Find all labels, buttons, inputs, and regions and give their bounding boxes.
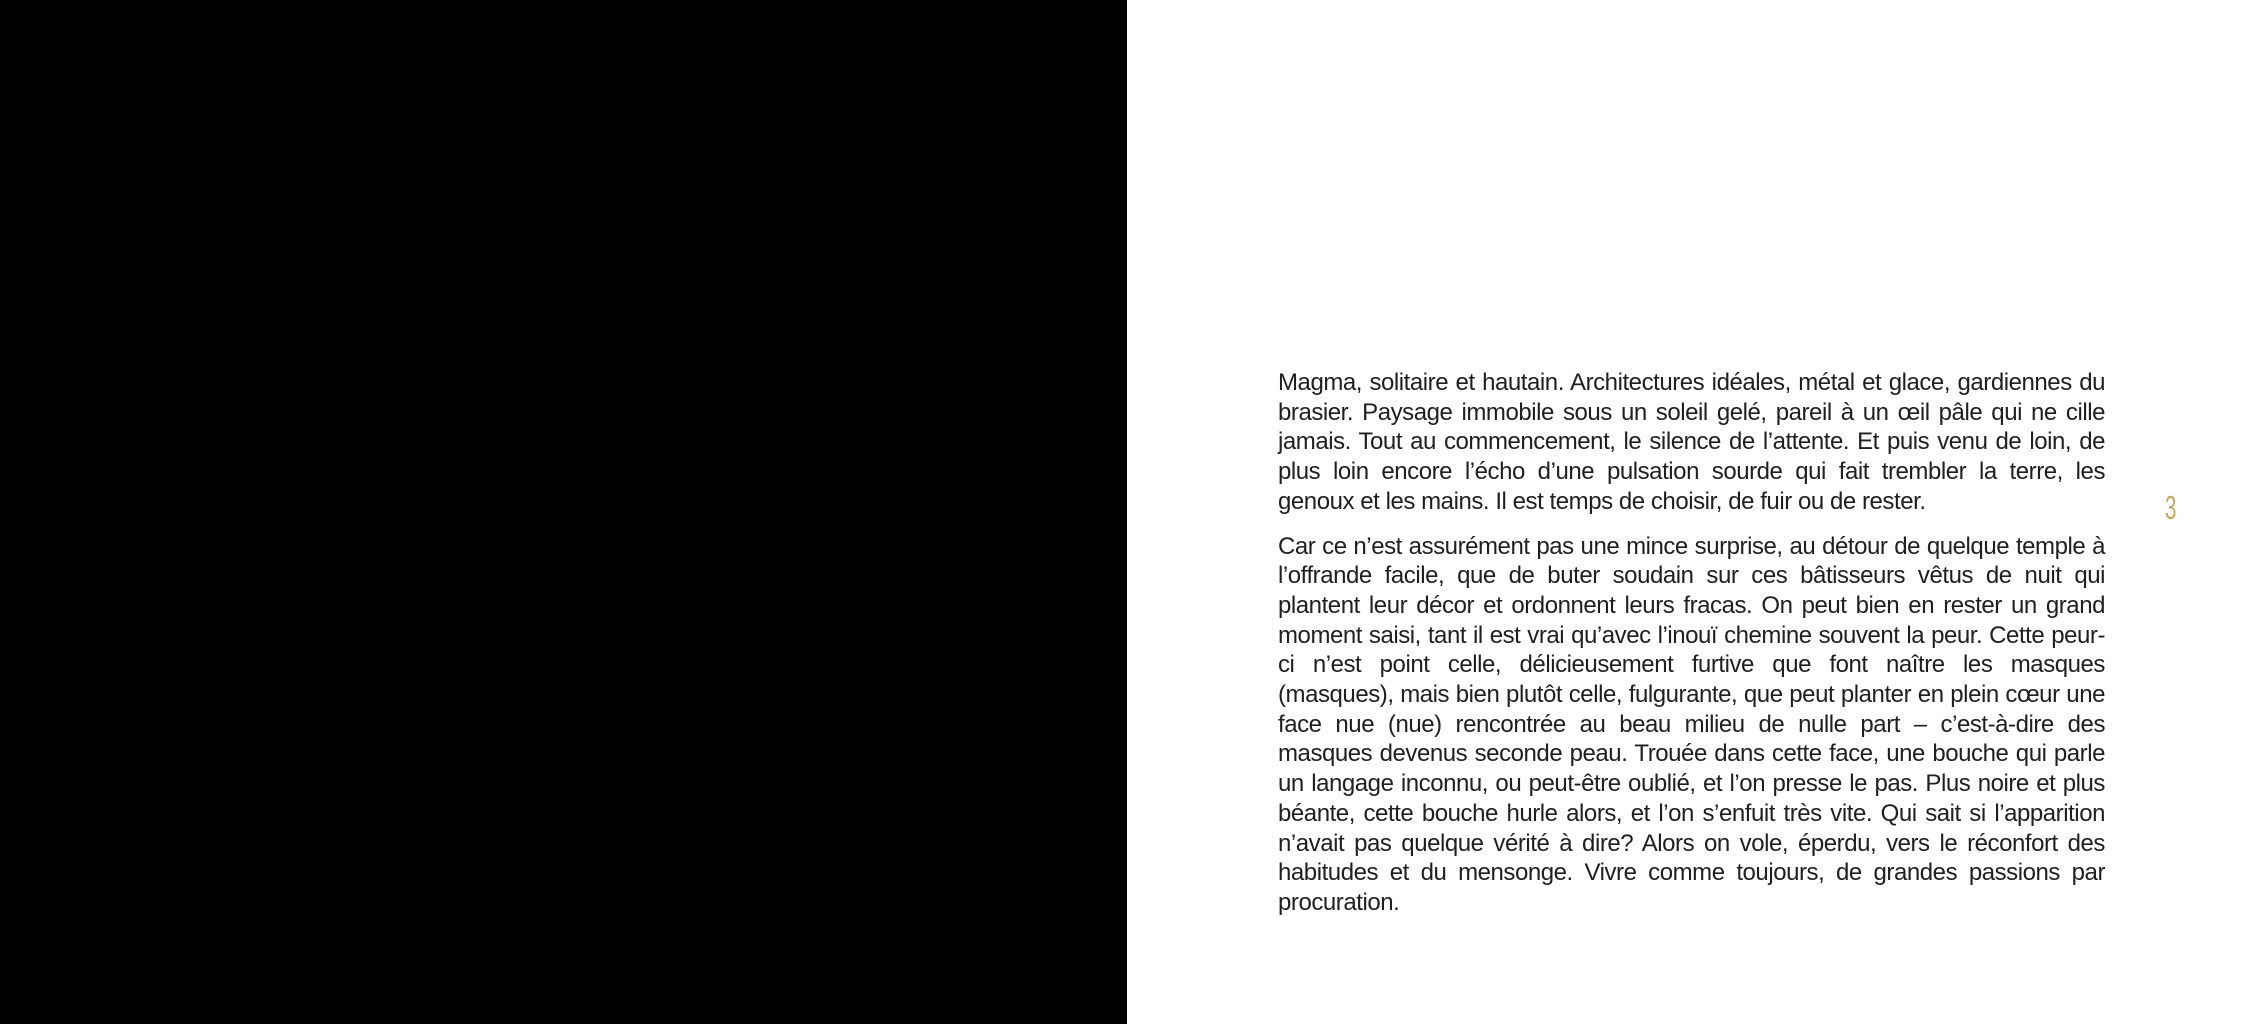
paragraph-2: Car ce n’est assurément pas une mince surprise, au détour de quelque temple à l’offrande facile, que de buter soudain sur ces bâtisseurs vêtus de nuit qui plantent leur décor et ordonnent leurs fracas. On peut bien en rester un grand moment saisi, tant il est vrai qu’avec l’inouï chemine souvent la peur. Cette peur-ci n’est point celle, délicieusement furtive que font naître les masques (masques), mais bien plutôt celle, fulgurante, que peut planter en plein cœur une face nue (nue) rencontrée au beau milieu de nulle part – c’est-à-dire des masques devenus seconde peau. Trouée dans cette face, une bouche qui parle un langage inconnu, ou peut-être oublié, et l’on presse le pas. Plus noire et plus béante, cette bouche hurle alors, et l’on s’enfuit très vite. Qui sait si l’apparition n’avait pas quelque vérité à dire? Alors on vole, éperdu, vers le réconfort des habitudes et du mensonge. Vivre comme toujours, de grandes passions par procuration. bbox=[1278, 532, 2105, 916]
page-number: 3 bbox=[2165, 489, 2177, 526]
left-page-black bbox=[0, 0, 1127, 1024]
right-page bbox=[1127, 0, 2256, 1024]
paragraph-1: Magma, solitaire et hautain. Architectures idéales, métal et glace, gardiennes du brasier. Paysage immobile sous un soleil gelé, pareil à un œil pâle qui ne cille jamais. Tout au commencement, le silence de l’attente. Et puis venu de loin, de plus loin encore l’écho d’une pulsation sourde qui fait trembler la terre, les genoux et les mains. Il est temps de choisir, de fuir ou de rester. bbox=[1278, 369, 2105, 515]
body-text bbox=[1278, 368, 2105, 918]
